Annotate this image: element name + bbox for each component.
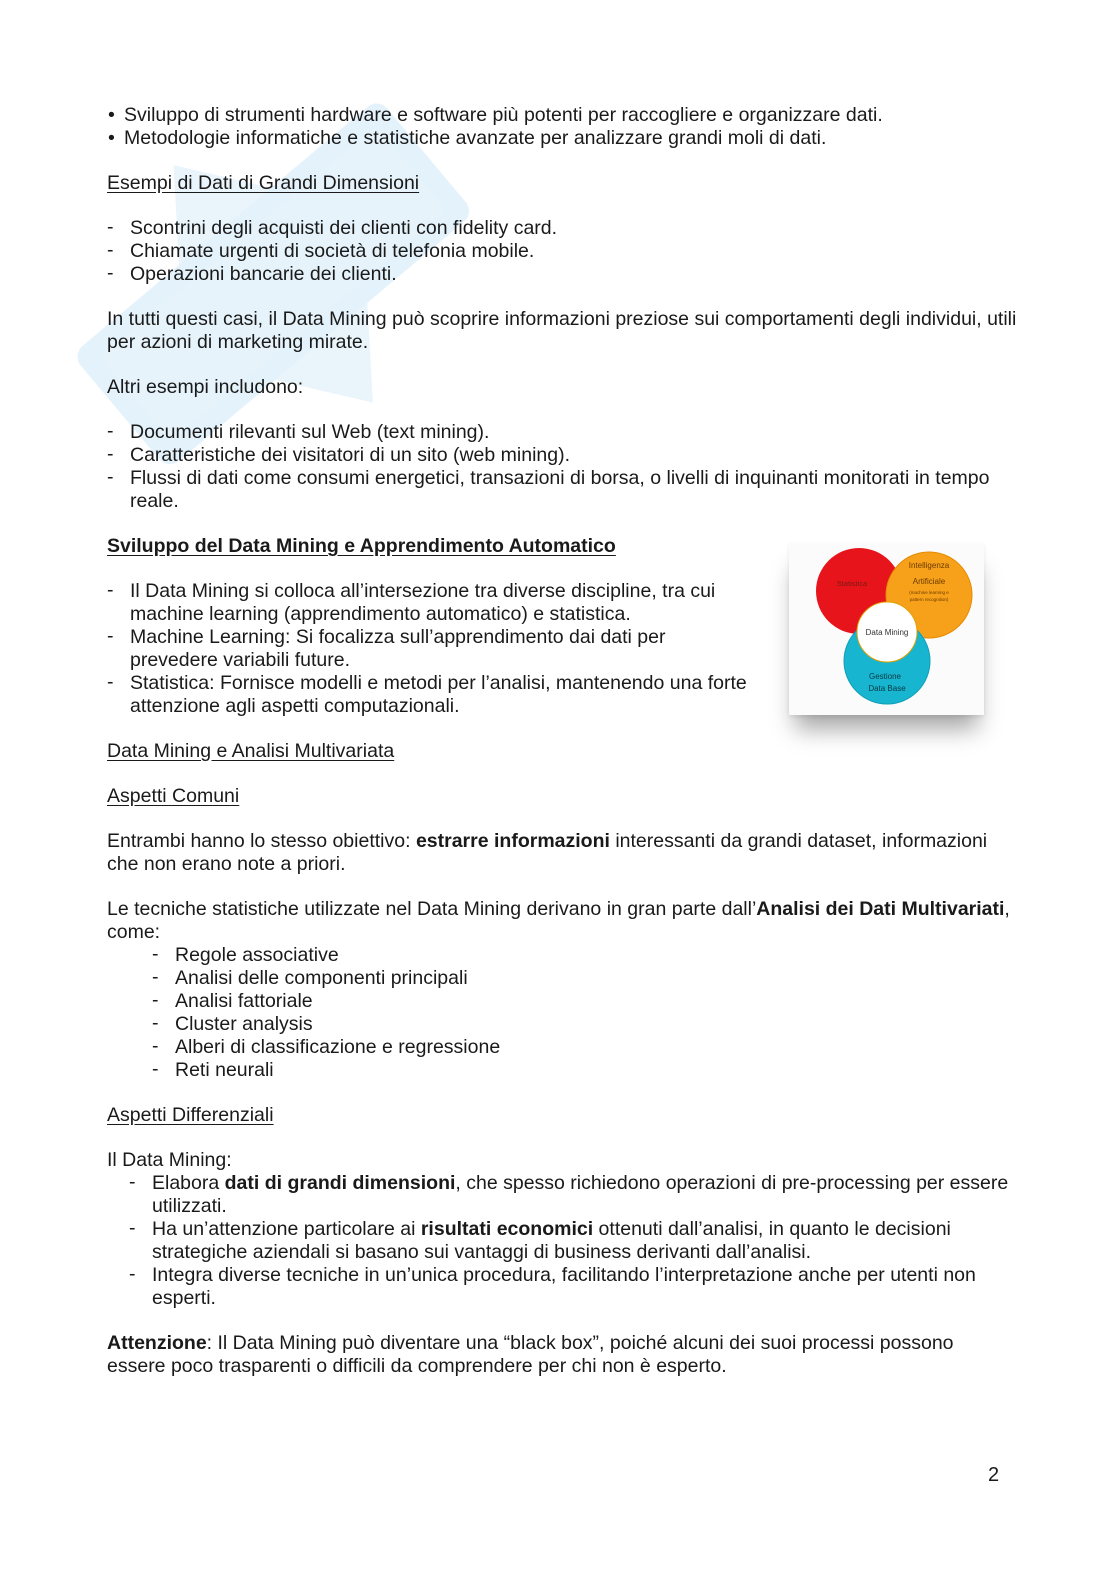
paragraph-attention [107,1332,1017,1378]
list-item: - Il Data Mining si colloca all’intersezione tra diverse discipline, tra cui machine learning (apprendimento automatico) e statistica. [107,580,757,626]
text-span: ottenuti dall’analisi, in quanto le decisioni strategiche aziendali si basano sui vantaggi di business derivanti dall’analisi. [152,1218,951,1263]
paragraph-common-objective [107,830,1017,876]
text-span: Entrambi hanno lo stesso obiettivo: [107,830,416,852]
list-item: - Chiamate urgenti di società di telefonia mobile. [107,240,1017,263]
list-item: - Analisi delle componenti principali [152,967,1017,990]
intro-bullet-list [107,104,1017,150]
bold-text: Attenzione [107,1332,207,1354]
subheading-common: Aspetti Comuni [107,785,240,807]
venn-label-intelligenza-sub2: pattern recognition) [909,597,949,602]
text-span: Ha un’attenzione particolare ai [152,1218,421,1240]
paragraph-other-examples: Altri esempi includono: [107,376,304,398]
venn-label-center: Data Mining [865,628,909,637]
big-data-examples-list [107,217,1017,286]
list-item: - Documenti rilevanti sul Web (text mining). [107,421,1017,444]
text-span: : Il Data Mining può diventare una “black box”, poiché alcuni dei suoi processi possono essere poco trasparenti o difficili da comprendere per chi non è esperto. [107,1332,954,1377]
subheading-differential: Aspetti Differenziali [107,1104,274,1126]
page-number: 2 [988,1464,1000,1486]
list-item: • Sviluppo di strumenti hardware e software più potenti per raccogliere e organizzare dati. [107,104,1017,127]
bold-text: risultati economici [420,1218,594,1240]
list-item: - Analisi fattoriale [152,990,1017,1013]
list-item [129,1172,1017,1218]
venn-diagram-figure [789,543,984,715]
list-item: - Regole associative [152,944,1017,967]
paragraph-techniques [107,898,1017,944]
list-item: - Machine Learning: Si focalizza sull’apprendimento dai dati per prevedere variabili future. [107,626,757,672]
bold-text: Analisi dei Dati Multivariati [756,898,1005,920]
text-span: , come: [107,898,1010,943]
venn-label-intelligenza-1: Intelligenza [908,561,950,570]
other-examples-list [107,421,1017,513]
diff-list [107,1172,1017,1310]
venn-label-intelligenza-2: Artificiale [912,577,946,586]
venn-diagram [789,543,984,715]
list-item [129,1264,1017,1310]
list-item: - Flussi di dati come consumi energetici, transazioni di borsa, o livelli di inquinanti monitorati in tempo reale. [107,467,1017,513]
bold-text: estrarre informazioni [415,830,610,852]
section-heading-big-data: Esempi di Dati di Grandi Dimensioni [107,172,420,194]
list-item: - Operazioni bancarie dei clienti. [107,263,1017,286]
list-item: - Caratteristiche dei visitatori di un sito (web mining). [107,444,1017,467]
bold-text: dati di grandi dimensioni [224,1172,456,1194]
list-item: - Statistica: Fornisce modelli e metodi per l’analisi, mantenendo una forte attenzione agli aspetti computazionali. [107,672,757,718]
text-span: Integra diverse tecniche in un’unica procedura, facilitando l’interpretazione anche per utenti non esperti. [152,1264,976,1309]
paragraph-diff-intro: Il Data Mining: [107,1149,232,1171]
document-page [107,104,1017,1378]
text-span: , che spesso richiedono operazioni di pre-processing per essere utilizzati. [152,1172,1009,1217]
list-item: • Metodologie informatiche e statistiche avanzate per analizzare grandi moli di dati. [107,127,1017,150]
section-heading-ml: Sviluppo del Data Mining e Apprendimento Automatico [107,535,616,557]
techniques-list [107,944,1017,1082]
list-item: - Reti neurali [152,1059,1017,1082]
list-item [129,1218,1017,1264]
venn-label-gestione-2: Data Base [868,684,906,693]
list-item: - Scontrini degli acquisti dei clienti con fidelity card. [107,217,1017,240]
paragraph-marketing: In tutti questi casi, il Data Mining può scoprire informazioni preziose sui comportamenti degli individui, utili per azioni di marketing mirate. [107,308,1017,353]
venn-label-statistica: Statistica [836,579,868,588]
venn-label-intelligenza-sub1: (machine learning e [909,590,949,595]
list-item: - Cluster analysis [152,1013,1017,1036]
text-span: interessanti da grandi dataset, informazioni che non erano note a priori. [107,830,988,875]
text-span: Elabora [152,1172,225,1194]
section-heading-multivariate: Data Mining e Analisi Multivariata [107,740,395,762]
text-span: Le tecniche statistiche utilizzate nel Data Mining derivano in gran parte dall’ [107,898,757,920]
list-item: - Alberi di classificazione e regressione [152,1036,1017,1059]
ml-list [107,580,757,718]
venn-label-gestione-1: Gestione [868,672,902,681]
